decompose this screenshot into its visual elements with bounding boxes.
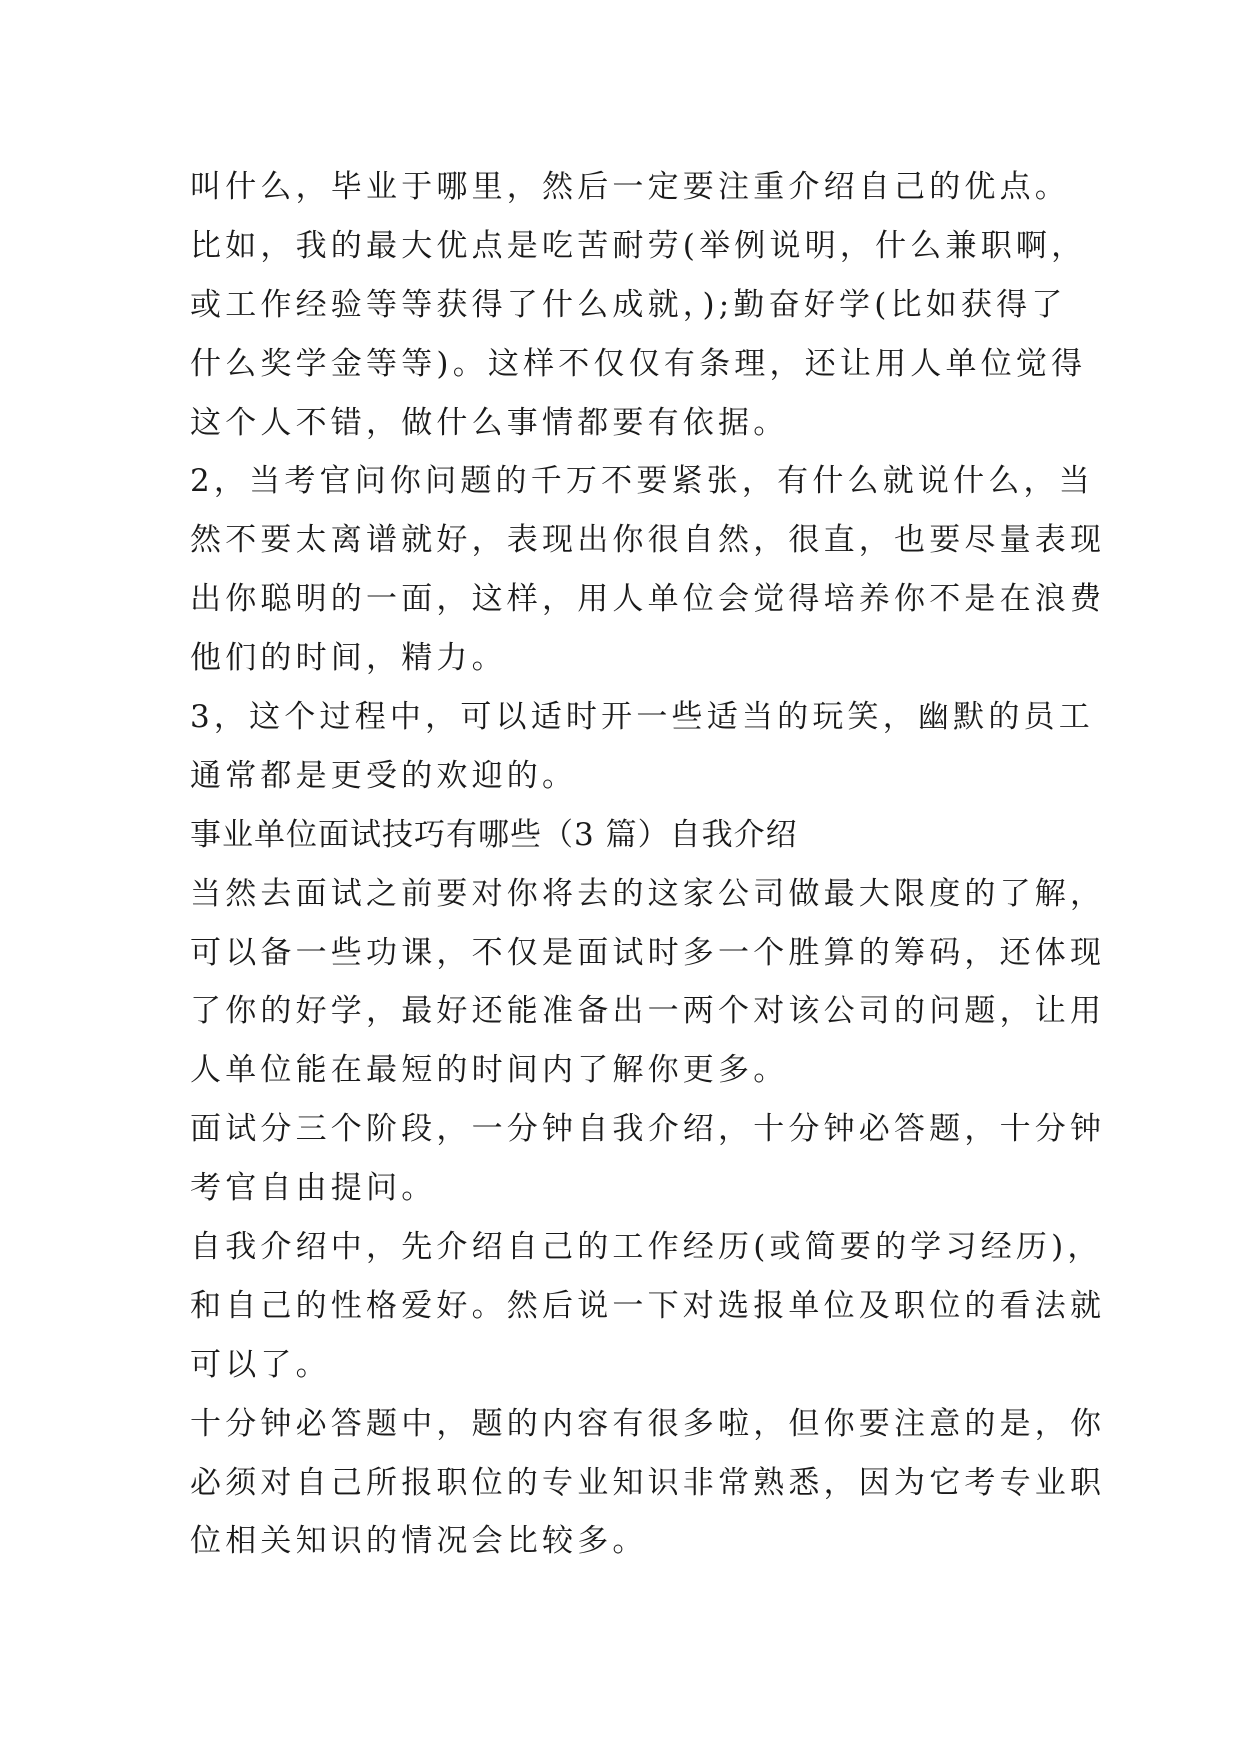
text-line: 可以了。: [190, 1346, 331, 1383]
text-line: 必须对自己所报职位的专业知识非常熟悉，因为它考专业职: [190, 1464, 1106, 1501]
text-line: 十分钟必答题中，题的内容有很多啦，但你要注意的是，你: [190, 1405, 1106, 1442]
text-line: 2，当考官问你问题的千万不要紧张，有什么就说什么，当: [190, 463, 1094, 500]
document-body: [190, 158, 1106, 1571]
text-line: 人单位能在最短的时间内了解你更多。: [190, 1052, 789, 1089]
text-line: 通常都是更受的欢迎的。: [190, 757, 578, 794]
text-line: 什么奖学金等等)。这样不仅仅有条理，还让用人单位觉得: [190, 345, 1087, 382]
text-line: 比如，我的最大优点是吃苦耐劳(举例说明，什么兼职啊，: [190, 227, 1087, 264]
text-line: 出你聪明的一面，这样，用人单位会觉得培养你不是在浪费: [190, 581, 1106, 618]
text-line: 这个人不错，做什么事情都要有依据。: [190, 404, 789, 441]
text-line: 考官自由提问。: [190, 1170, 437, 1207]
text-line: 可以备一些功课，不仅是面试时多一个胜算的筹码，还体现: [190, 934, 1106, 971]
section-heading: 事业单位面试技巧有哪些（3 篇）自我介绍: [190, 816, 798, 853]
text-line: 了你的好学，最好还能准备出一两个对该公司的问题，让用: [190, 993, 1106, 1030]
text-line: 叫什么，毕业于哪里，然后一定要注重介绍自己的优点。: [190, 169, 1070, 205]
text-line: 位相关知识的情况会比较多。: [190, 1523, 648, 1560]
text-line: 3，这个过程中，可以适时开一些适当的玩笑，幽默的员工: [190, 699, 1094, 736]
text-line: 他们的时间，精力。: [190, 640, 507, 677]
text-line: 或工作经验等等获得了什么成就，);勤奋好学(比如获得了: [190, 286, 1067, 323]
text-line: 和自己的性格爱好。然后说一下对选报单位及职位的看法就: [190, 1287, 1106, 1324]
text-line: 自我介绍中，先介绍自己的工作经历(或简要的学习经历)，: [190, 1229, 1103, 1266]
text-line: 面试分三个阶段，一分钟自我介绍，十分钟必答题，十分钟: [190, 1111, 1106, 1148]
text-line: 然不要太离谱就好，表现出你很自然，很直，也要尽量表现: [190, 522, 1106, 559]
text-line: 当然去面试之前要对你将去的这家公司做最大限度的了解，: [190, 875, 1106, 912]
